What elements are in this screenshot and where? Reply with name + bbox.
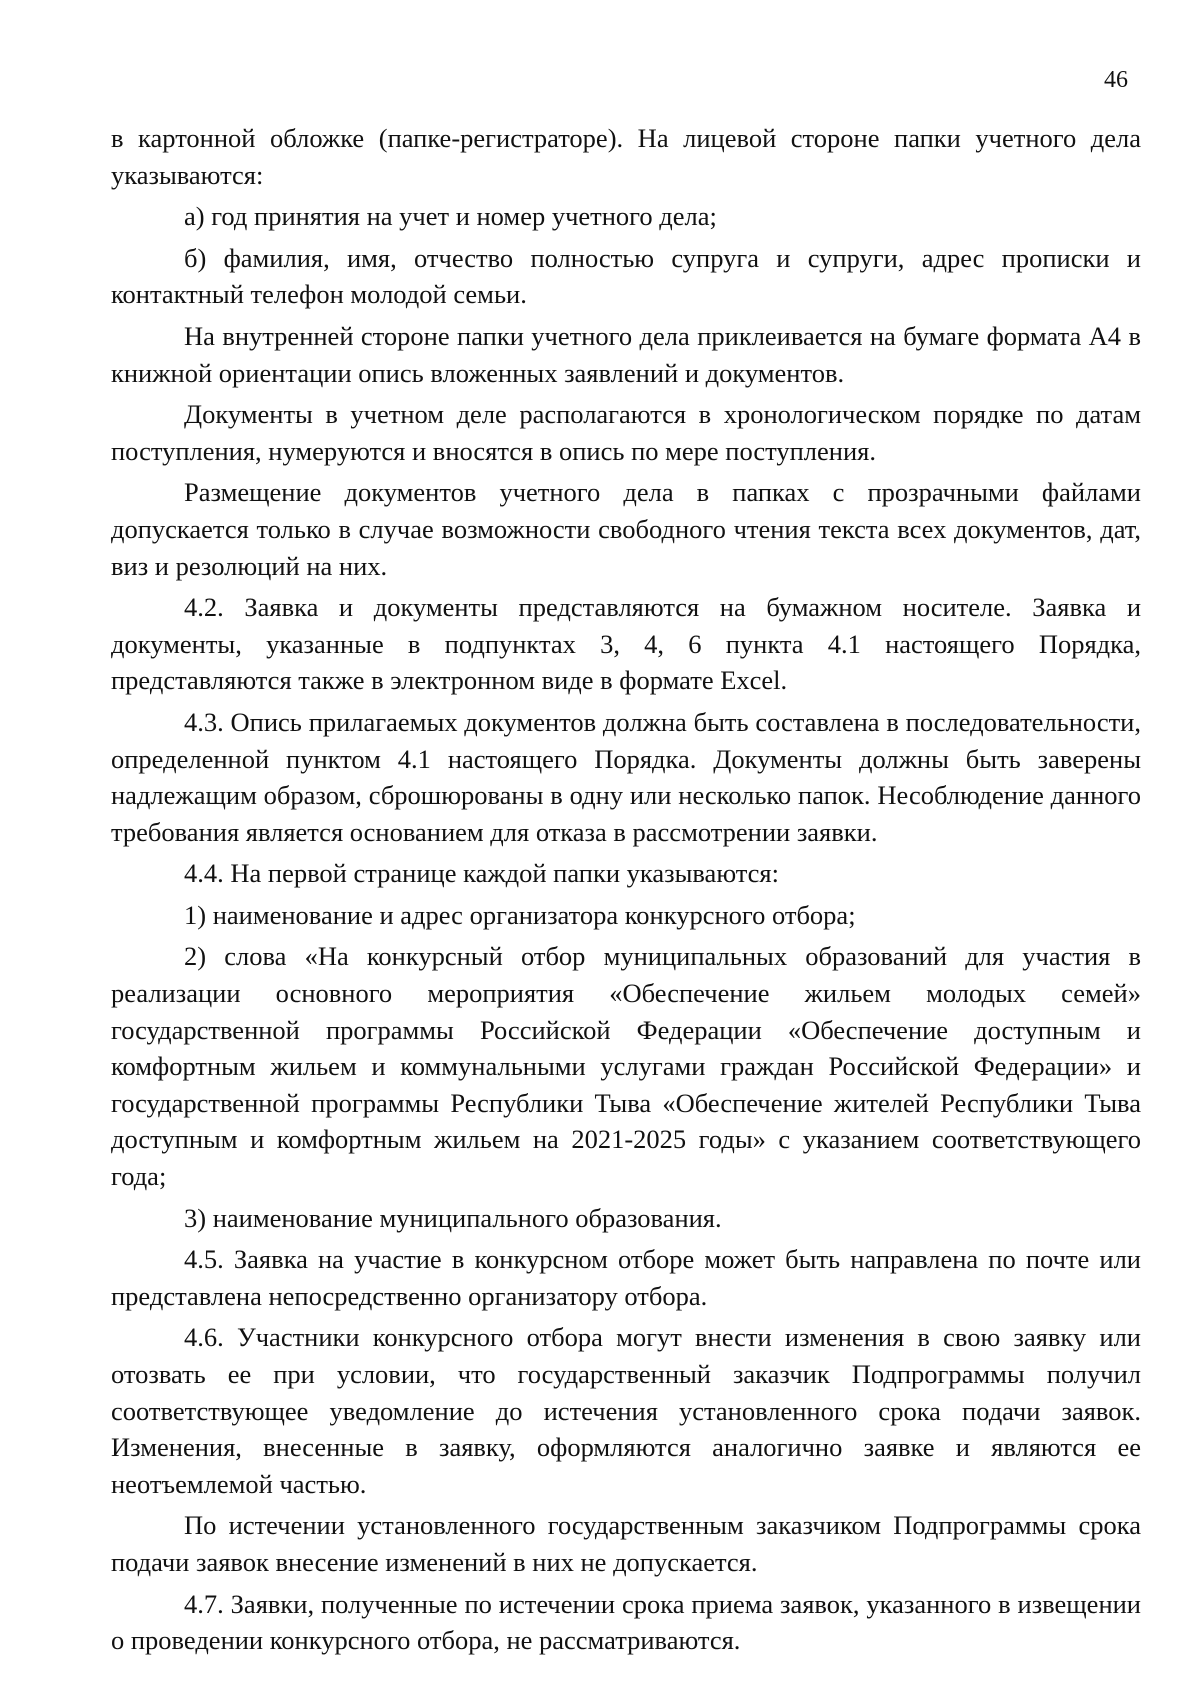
paragraph-item-b: б) фамилия, имя, отчество полностью супруга и супруги, адрес прописки и контактный телефон молодой семьи. — [111, 242, 1141, 310]
paragraph-4-6: 4.6. Участники конкурсного отбора могут внести изменения в свою заявку или отозвать ее при условии, что государственный заказчик Подпрограммы получил соответствующее уведомление до истечения установленного срока подачи заявок. Изменения, внесенные в заявку, оформляются аналогично заявке и являются ее неотъемлемой частью. — [111, 1322, 1141, 1499]
document-body — [111, 120, 1141, 1659]
paragraph-4-7: 4.7. Заявки, полученные по истечении срока приема заявок, указанного в извещении о проведении конкурсного отбора, не рассматриваются. — [111, 1588, 1141, 1656]
paragraph-4-4-item-3: 3) наименование муниципального образования. — [184, 1202, 722, 1233]
page-number: 46 — [1104, 67, 1128, 93]
paragraph-item-a: а) год принятия на учет и номер учетного дела; — [184, 201, 717, 232]
paragraph-4-3: 4.3. Опись прилагаемых документов должна быть составлена в последовательности, определенной пунктом 4.1 настоящего Порядка. Документы должны быть заверены надлежащим образом, сброшюрованы в одну или несколько папок. Несоблюдение данного требования является основанием для отказа в рассмотрении заявки. — [111, 706, 1141, 847]
paragraph-4-4-item-2: 2) слова «На конкурсный отбор муниципальных образований для участия в реализации основного мероприятия «Обеспечение жильем молодых семей» государственной программы Российской Федерации «Обеспечение доступным и комфортным жильем и коммунальными услугами граждан Российской Федерации» и государственной программы Республики Тыва «Обеспечение жителей Республики Тыва доступным и комфортным жильем на 2021-2025 годы» с указанием соответствующего года; — [111, 941, 1141, 1192]
paragraph-inner-side: На внутренней стороне папки учетного дела приклеивается на бумаге формата А4 в книжной ориентации опись вложенных заявлений и документов. — [111, 320, 1141, 388]
paragraph-chronological-order: Документы в учетном деле располагаются в хронологическом порядке по датам поступления, нумеруются и вносятся в опись по мере поступления. — [111, 399, 1141, 466]
paragraph-cover-continuation: в картонной обложке (папке-регистраторе). На лицевой стороне папки учетного дела указываются: — [111, 123, 1141, 190]
paragraph-4-4: 4.4. На первой странице каждой папки указываются: — [184, 858, 779, 889]
paragraph-4-4-item-1: 1) наименование и адрес организатора конкурсного отбора; — [184, 899, 856, 930]
paragraph-4-2: 4.2. Заявка и документы представляются на бумажном носителе. Заявка и документы, указанные в подпунктах 3, 4, 6 пункта 4.1 настоящего Порядка, представляются также в электронном виде в формате Excel. — [111, 592, 1141, 696]
paragraph-transparent-files: Размещение документов учетного дела в папках с прозрачными файлами допускается только в случае возможности свободного чтения текста всех документов, дат, виз и резолюций на них. — [111, 477, 1141, 581]
paragraph-4-5: 4.5. Заявка на участие в конкурсном отборе может быть направлена по почте или представлена непосредственно организатору отбора. — [111, 1244, 1141, 1311]
paragraph-deadline-changes: По истечении установленного государственным заказчиком Подпрограммы срока подачи заявок внесение изменений в них не допускается. — [111, 1510, 1141, 1577]
